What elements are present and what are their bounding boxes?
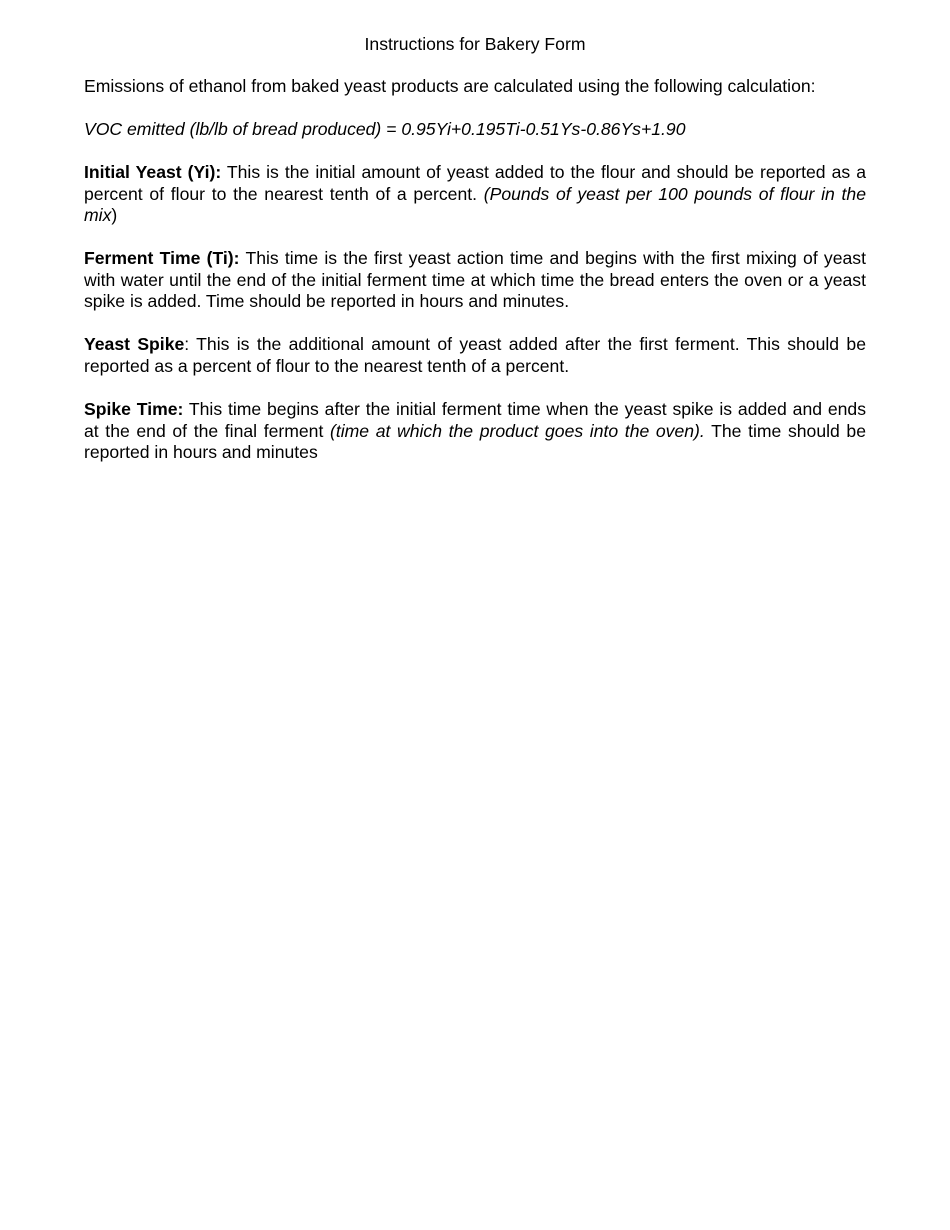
definition-yeast-spike [84, 334, 866, 377]
definition-term: Yeast Spike [84, 334, 185, 354]
definition-text: This time begins after the initial ferment time when the yeast spike is added and ends at the end of the final ferment [84, 399, 866, 441]
definition-text: : This is the additional amount of yeast added after the first ferment. This should be reported as a percent of flour to the nearest tenth of a percent. [84, 334, 866, 376]
definition-initial-yeast [84, 162, 866, 227]
definition-text: This is the initial amount of yeast added to the flour and should be reported as a percent of flour to the nearest tenth of a percent. [84, 162, 866, 204]
voc-formula: VOC emitted (lb/lb of bread produced) = 0.95Yi+0.195Ti-0.51Ys-0.86Ys+1.90 [84, 119, 686, 139]
definition-spike-time [84, 399, 866, 464]
definition-ferment-time [84, 248, 866, 313]
definition-term: Spike Time: [84, 399, 184, 419]
definition-term: Ferment Time (Ti): [84, 248, 240, 268]
definition-text: This time is the first yeast action time and begins with the first mixing of yeast with water until the end of the initial ferment time at which time the bread enters the oven or a yeast spike is added. Time should be reported in hours and minutes. [84, 248, 866, 311]
definition-note: (Pounds of yeast per 100 pounds of flour in the mix [84, 183, 866, 225]
definition-note: (time at which the product goes into the oven). [329, 420, 705, 441]
definition-term: Initial Yeast (Yi): [84, 162, 222, 182]
definition-tail: ) [111, 205, 118, 225]
definition-tail: The time should be reported in hours and minutes [84, 420, 866, 462]
document-title: Instructions for Bakery Form [364, 34, 586, 54]
intro-paragraph: Emissions of ethanol from baked yeast products are calculated using the following calculation: [84, 76, 816, 96]
